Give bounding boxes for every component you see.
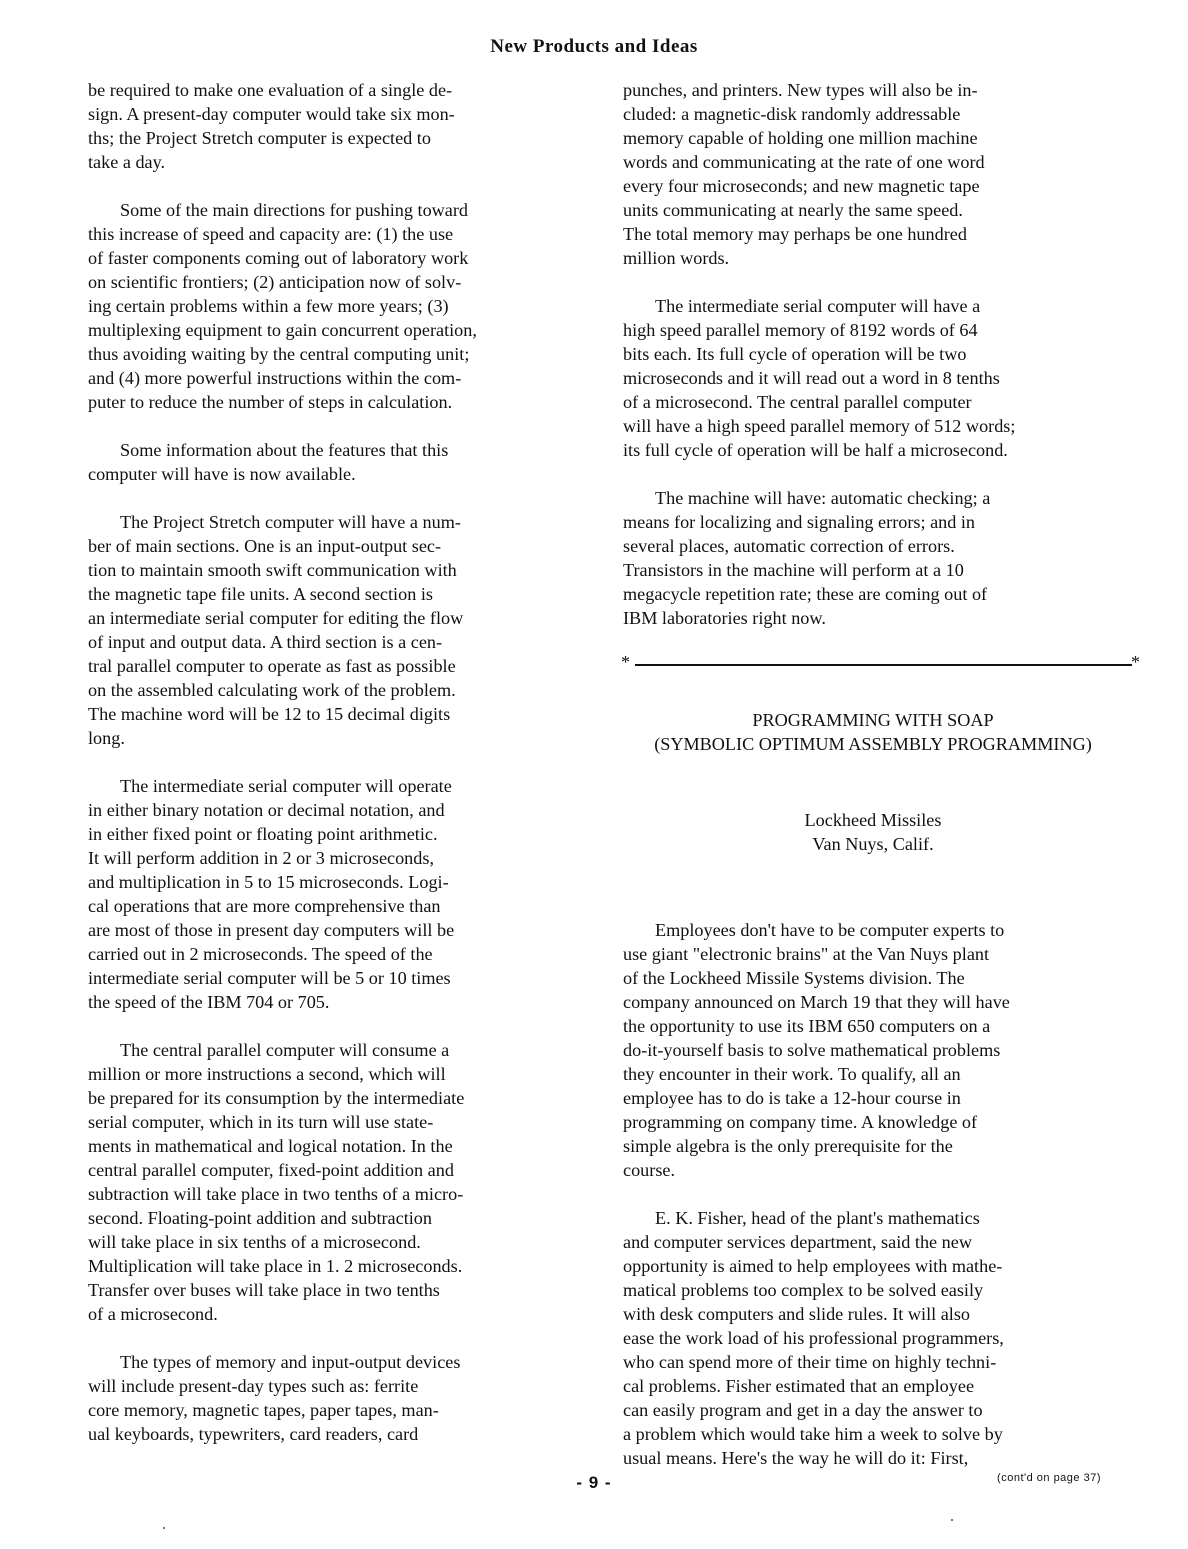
left-column	[88, 78, 588, 1470]
article-title	[623, 708, 1123, 756]
text-line: long.	[88, 728, 125, 748]
paragraph	[88, 198, 588, 414]
text-line: cal operations that are more comprehensive than	[88, 896, 441, 916]
text-line: of the Lockheed Missile Systems division. The	[623, 968, 965, 988]
text-line: ments in mathematical and logical notation. In the	[88, 1136, 453, 1156]
text-line: serial computer, which in its turn will use state-	[88, 1112, 434, 1132]
text-line: who can spend more of their time on highly techni-	[623, 1352, 997, 1372]
text-line: Transfer over buses will take place in two tenths	[88, 1280, 440, 1300]
paragraph	[623, 918, 1123, 1182]
text-line: of a microsecond.	[88, 1304, 218, 1324]
text-line: subtraction will take place in two tenths of a micro-	[88, 1184, 464, 1204]
text-line: sign. A present-day computer would take six mon-	[88, 104, 455, 124]
paragraph	[88, 510, 588, 750]
text-line: tral parallel computer to operate as fast as possible	[88, 656, 456, 676]
text-line: Transistors in the machine will perform at a 10	[623, 560, 964, 580]
text-line: high speed parallel memory of 8192 words of 64	[623, 320, 978, 340]
text-line: Some of the main directions for pushing toward	[120, 200, 469, 220]
text-line: programming on company time. A knowledge of	[623, 1112, 978, 1132]
text-line: second. Floating-point addition and subtraction	[88, 1208, 432, 1228]
paragraph	[88, 78, 588, 174]
text-line: with desk computers and slide rules. It will also	[623, 1304, 971, 1324]
text-line: means for localizing and signaling errors; and in	[623, 512, 976, 532]
text-line: The machine will have: automatic checking; a	[655, 488, 991, 508]
text-line: in either fixed point or floating point arithmetic.	[88, 824, 438, 844]
right-column	[621, 78, 1140, 1484]
right-column-top	[623, 78, 1123, 630]
paragraph	[88, 438, 588, 486]
text-line: use giant "electronic brains" at the Van Nuys plant	[623, 944, 990, 964]
text-line: units communicating at nearly the same speed.	[623, 200, 963, 220]
text-line: The machine word will be 12 to 15 decimal digits	[88, 704, 451, 724]
text-line: core memory, magnetic tapes, paper tapes, man-	[88, 1400, 439, 1420]
text-line: bits each. Its full cycle of operation will be two	[623, 344, 967, 364]
text-line: puter to reduce the number of steps in calculation.	[88, 392, 453, 412]
text-line: computer will have is now available.	[88, 464, 356, 484]
text-line: The types of memory and input-output devices	[120, 1352, 461, 1372]
text-line: cal problems. Fisher estimated that an employee	[623, 1376, 975, 1396]
text-line: Employees don't have to be computer experts to	[655, 920, 1005, 940]
text-line: will take place in six tenths of a microsecond.	[88, 1232, 421, 1252]
text-line: can easily program and get in a day the answer to	[623, 1400, 983, 1420]
text-line: of faster components coming out of laboratory work	[88, 248, 469, 268]
text-line: thus avoiding waiting by the central computing unit;	[88, 344, 470, 364]
text-line: words and communicating at the rate of one word	[623, 152, 985, 172]
text-line: take a day.	[88, 152, 166, 172]
text-line: the opportunity to use its IBM 650 computers on a	[623, 1016, 991, 1036]
paragraph	[88, 1350, 588, 1446]
text-line: will have a high speed parallel memory of 512 words;	[623, 416, 1016, 436]
text-line: employee has to do is take a 12-hour course in	[623, 1088, 961, 1108]
text-line: be required to make one evaluation of a single de-	[88, 80, 453, 100]
paragraph	[623, 486, 1123, 630]
text-line: It will perform addition in 2 or 3 microseconds,	[88, 848, 434, 868]
byline-location: Van Nuys, Calif.	[812, 834, 934, 854]
text-line: The central parallel computer will consume a	[120, 1040, 450, 1060]
text-line: million words.	[623, 248, 730, 268]
text-line: a problem which would take him a week to solve by	[623, 1424, 1003, 1444]
text-line: intermediate serial computer will be 5 or 10 times	[88, 968, 451, 988]
text-line: megacycle repetition rate; these are coming out of	[623, 584, 988, 604]
text-line: multiplexing equipment to gain concurrent operation,	[88, 320, 477, 340]
paragraph	[623, 294, 1123, 462]
text-line: be prepared for its consumption by the intermediate	[88, 1088, 465, 1108]
text-line: and (4) more powerful instructions within the com-	[88, 368, 462, 388]
text-line: in either binary notation or decimal notation, and	[88, 800, 445, 820]
text-line: and computer services department, said the new	[623, 1232, 972, 1252]
text-line: company announced on March 19 that they will have	[623, 992, 1010, 1012]
text-line: The total memory may perhaps be one hundred	[623, 224, 967, 244]
divider-star-left: *	[621, 652, 630, 672]
text-line: every four microseconds; and new magnetic tape	[623, 176, 980, 196]
text-line: on the assembled calculating work of the problem.	[88, 680, 456, 700]
text-line: tion to maintain smooth swift communication with	[88, 560, 457, 580]
byline	[623, 808, 1123, 856]
text-line: central parallel computer, fixed-point addition and	[88, 1160, 454, 1180]
text-line: on scientific frontiers; (2) anticipation now of solv-	[88, 272, 462, 292]
section-divider	[621, 652, 1140, 678]
text-line: course.	[623, 1160, 676, 1180]
running-header: New Products and Ideas	[490, 36, 698, 57]
text-line: ths; the Project Stretch computer is expected to	[88, 128, 431, 148]
text-line: ber of main sections. One is an input-output sec-	[88, 536, 442, 556]
divider-star-right: *	[1131, 652, 1140, 672]
text-line: ing certain problems within a few more years; (3)	[88, 296, 449, 316]
article-subtitle-line: (SYMBOLIC OPTIMUM ASSEMBLY PROGRAMMING)	[654, 734, 1092, 754]
text-line: The intermediate serial computer will operate	[120, 776, 452, 796]
paragraph	[623, 1206, 1123, 1470]
text-line: cluded: a magnetic-disk randomly addressable	[623, 104, 961, 124]
text-line: The intermediate serial computer will have a	[655, 296, 981, 316]
continued-note: (cont'd on page 37)	[997, 1472, 1101, 1484]
text-line: E. K. Fisher, head of the plant's mathematics	[655, 1208, 980, 1228]
text-line: of input and output data. A third section is a cen-	[88, 632, 443, 652]
text-line: of a microsecond. The central parallel computer	[623, 392, 972, 412]
text-line: do-it-yourself basis to solve mathematical problems	[623, 1040, 1001, 1060]
text-line: usual means. Here's the way he will do it: First,	[623, 1448, 969, 1468]
text-line: opportunity is aimed to help employees with mathe-	[623, 1256, 1003, 1276]
scan-speck	[163, 1527, 165, 1529]
text-line: are most of those in present day computers will be	[88, 920, 455, 940]
text-line: Some information about the features that this	[120, 440, 449, 460]
text-line: this increase of speed and capacity are: (1) the use	[88, 224, 454, 244]
paragraph	[88, 1038, 588, 1326]
paragraph	[623, 78, 1123, 270]
byline-organization: Lockheed Missiles	[804, 810, 942, 830]
scan-speck	[951, 1519, 953, 1521]
text-line: punches, and printers. New types will also be in-	[623, 80, 978, 100]
text-line: simple algebra is the only prerequisite for the	[623, 1136, 953, 1156]
text-line: they encounter in their work. To qualify, all an	[623, 1064, 961, 1084]
text-line: ease the work load of his professional programmers,	[623, 1328, 1004, 1348]
article-title-line: PROGRAMMING WITH SOAP	[752, 710, 994, 730]
text-line: will include present-day types such as: ferrite	[88, 1376, 419, 1396]
text-line: microseconds and it will read out a word in 8 tenths	[623, 368, 1000, 388]
text-line: Multiplication will take place in 1. 2 microseconds.	[88, 1256, 463, 1276]
right-column-bottom	[623, 918, 1123, 1470]
text-line: its full cycle of operation will be half a microsecond.	[623, 440, 1008, 460]
text-line: The Project Stretch computer will have a num-	[120, 512, 461, 532]
text-line: an intermediate serial computer for editing the flow	[88, 608, 464, 628]
text-line: ual keyboards, typewriters, card readers, card	[88, 1424, 419, 1444]
text-line: several places, automatic correction of errors.	[623, 536, 955, 556]
divider-rule	[635, 664, 1132, 666]
text-line: million or more instructions a second, which will	[88, 1064, 446, 1084]
text-line: the magnetic tape file units. A second section is	[88, 584, 433, 604]
text-line: memory capable of holding one million machine	[623, 128, 978, 148]
text-line: IBM laboratories right now.	[623, 608, 826, 628]
text-line: matical problems too complex to be solved easily	[623, 1280, 984, 1300]
text-line: carried out in 2 microseconds. The speed of the	[88, 944, 433, 964]
paragraph	[88, 774, 588, 1014]
text-line: the speed of the IBM 704 or 705.	[88, 992, 330, 1012]
page-number: - 9 -	[576, 1473, 612, 1492]
text-line: and multiplication in 5 to 15 microseconds. Logi-	[88, 872, 449, 892]
